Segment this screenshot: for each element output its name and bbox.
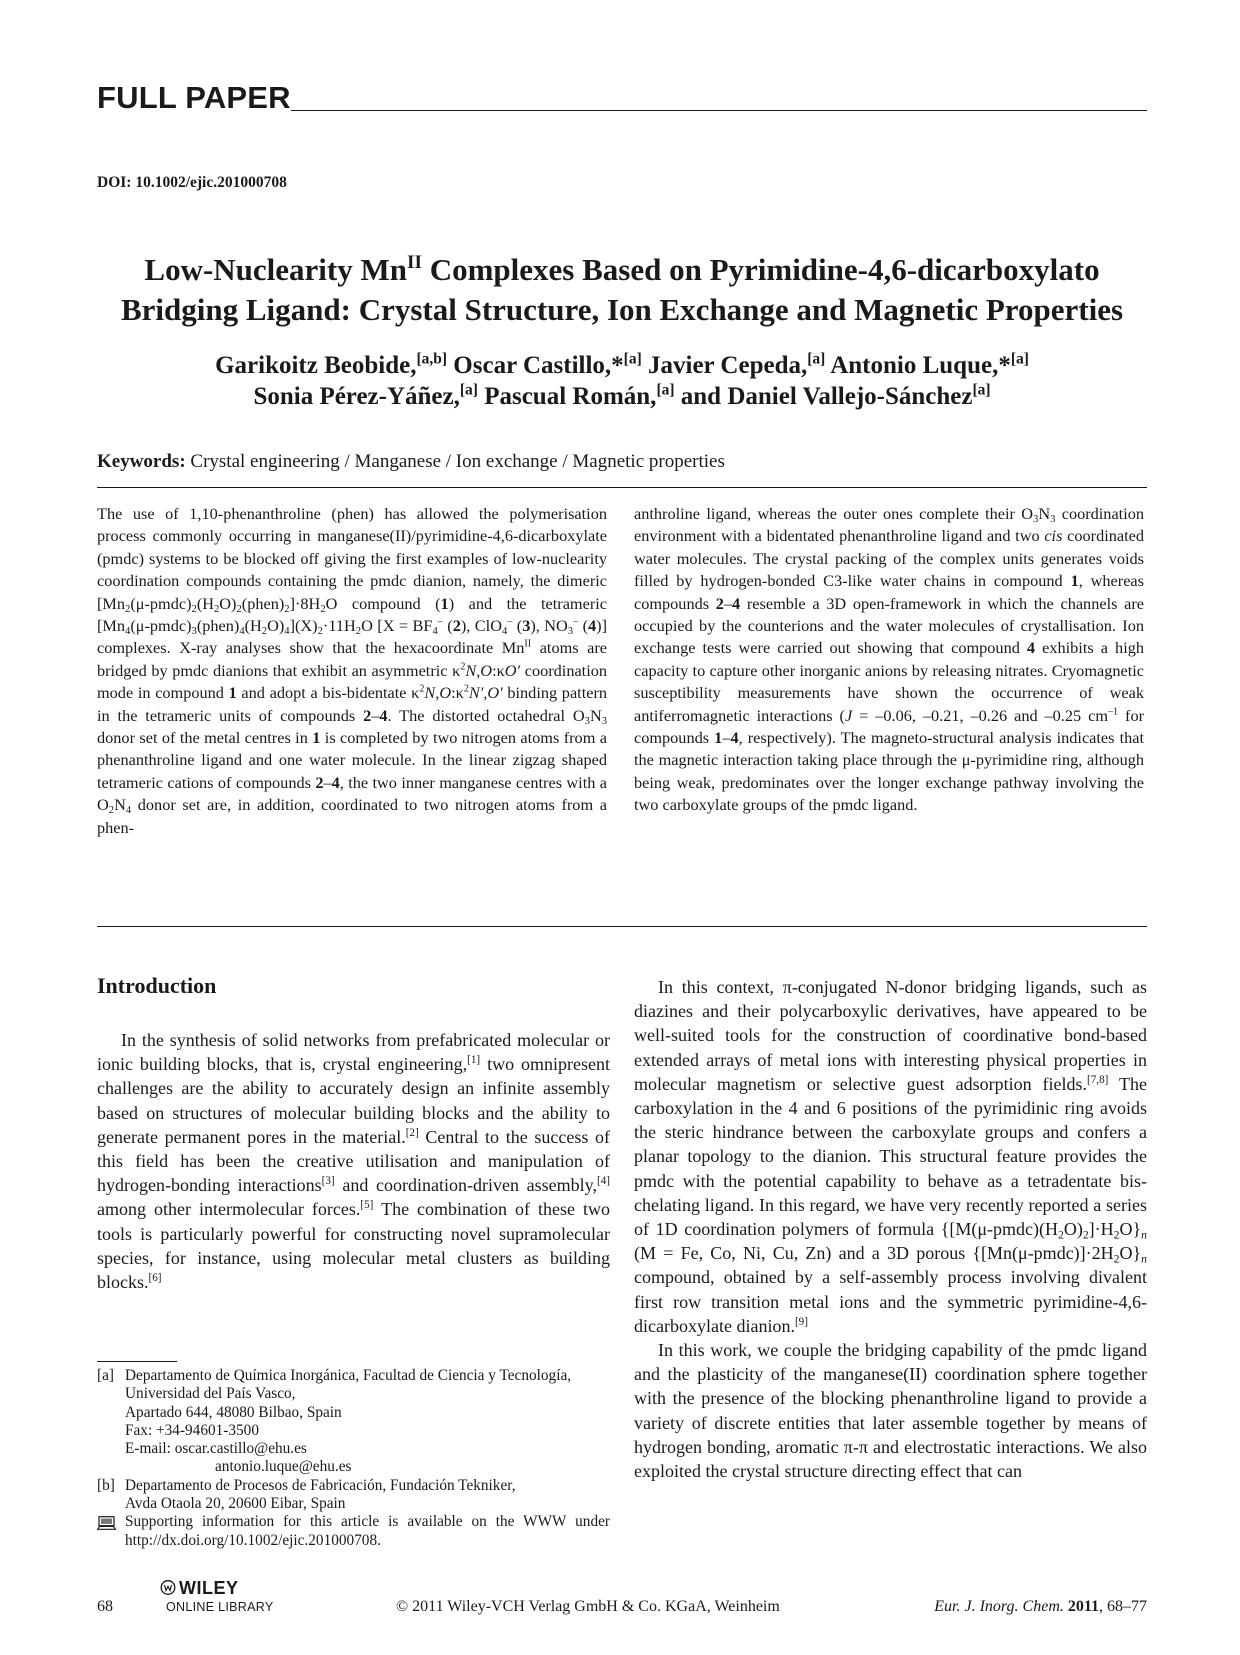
introduction-right-column [634,975,1147,1483]
copyright: © 2011 Wiley-VCH Verlag GmbH & Co. KGaA, Weinheim [396,1598,780,1615]
computer-icon [97,1516,116,1530]
citation: [7,8] [1087,1073,1109,1086]
citation: [3] [321,1175,335,1188]
citation: [1] [467,1054,481,1067]
affiliation-a: [a] Departamento de Química Inorgánica, Facultad de Ciencia y Tecnología, Universidad del País Vasco, Apartado 644, 48080 Bilbao, Spain Fax: +34-94601-3500 E-mail: oscar.castillo@ehu.es antonio.luque@ehu.es [97,1367,610,1477]
citation: [2] [405,1126,419,1139]
affiliation-b: [b] Departamento de Procesos de Fabricación, Fundación Tekniker, Avda Otaola 20, 20600 Eibar, Spain [97,1476,516,1513]
paragraph: In this context, π-conjugated N-donor bridging ligands, such as diazines and their polycarboxylic derivatives, have appeared to be well-suited tools for the construction of coordinative bond-based extended arrays of metal ions with interesting physical properties in molecular magnetism or selective guest adsorption fields.[7,8] The carboxylation in the 4 and 6 positions of the pyrimidinic ring avoids the steric hindrance between the carboxylate groups and confers a planar topology to the dianion. This structural feature provides the pmdc with the potential capability to behave as a tetradentate bis-chelating ligand. In this regard, we have very recently reported a series of 1D coordination polymers of formula $\{[M(\mu-pmdc)(H_2O)_2]\cdot H_2O\}_n$ (M = Fe, Co, Ni, Cu, Zn) and a 3D porous $\{[Mn(\mu-pmdc)]\cdot 2H_2O\}_n$ compound, obtained by a self-assembly process involving divalent first row transition metal ions and the symmetric pyrimidine-4,6-dicarboxylate dianion.[9] [634,977,1147,1336]
footnote-rule [97,1361,177,1362]
citation: [9] [794,1315,808,1328]
header-rule [291,110,1147,111]
citation: [5] [360,1199,374,1212]
author: Sonia Pérez-Yáñez,[a] [253,381,478,410]
abstract-left-column: The use of 1,10-phenanthroline (phen) has allowed the polymerisation process commonly occurring in manganese(II)/pyrimidine-4,6-dicarboxylate (pmdc) systems to be blocked off giving the first examples of low-nuclearity coordination compounds containing the pmdc dianion, namely, the dimeric $[Mn_2(\mu-pmdc)_2(H_2O)_2(phen)_2]\cdot 8H_2O$ compound (1) and the tetrameric $[Mn_4(\mu-pmdc)_3(phen)_4(H_2O)_4](X)_2\cdot 11H_2O$ [$X = BF_4^-$ (2), ClO$_4$– (3), $NO_3^-$ (4)] complexes. X-ray analyses show that the hexacoordinate $Mn^{II}$ atoms are bridged by pmdc dianions that exhibit an asymmetric $\kappa^2N,O:\kappa O'$ coordination mode in compound 1 and adopt a bis-bidentate $\kappa^2N,O:\kappa^2N',O'$ binding pattern in the tetrameric units of compounds 2–4. The distorted octahedral $O_3N_3$ donor set of the metal centres in 1 is completed by two nitrogen atoms from a phenanthroline ligand and one water molecule. In the linear zigzag shaped tetrameric cations of compounds 2–4, the two inner manganese centres with a $O_2N_4$ donor set are, in addition, coordinated to two nitrogen atoms from a phen- [97,504,608,837]
title-superscript: II [406,252,422,274]
citation: [6] [148,1272,162,1285]
section-label: FULL PAPER [97,80,291,115]
citation: [4] [596,1175,610,1188]
author: and Daniel Vallejo-Sánchez[a] [680,381,991,410]
keywords-label: Keywords: [97,451,186,472]
doi: DOI: 10.1002/ejic.201000708 [97,174,287,191]
abstract-top-rule [97,487,1147,488]
journal-citation: Eur. J. Inorg. Chem. 2011, 68–77 [934,1598,1147,1615]
author: Javier Cepeda,[a] [648,350,826,379]
abstract-bottom-rule [97,926,1147,927]
paragraph: In this work, we couple the bridging capability of the pmdc ligand and the plasticity of the manganese(II) coordination sphere together with the presence of the blocking phenanthroline ligand to provide a variety of discrete entities that later assemble together by means of hydrogen bonding, aromatic π-π and electrostatic interactions. We also exploited the crystal structure directing effect that can [634,1340,1147,1482]
keywords-text: Crystal engineering / Manganese / Ion exchange / Magnetic properties [190,451,725,472]
paragraph: In the synthesis of solid networks from prefabricated molecular or ionic building blocks, that is, crystal engineering,[1] two omnipresent challenges are the ability to accurately design an infinite assembly based on structures of molecular building blocks and the ability to generate permanent pores in the material.[2] Central to the success of this field has been the creative utilisation and manipulation of hydrogen-bonding interactions[3] and coordination-driven assembly,[4] among other intermolecular forces.[5] The combination of these two tools is particularly powerful for constructing novel supramolecular species, for instance, using molecular metal clusters as building blocks.[6] [97,1030,610,1293]
email: E-mail: oscar.castillo@ehu.es [125,1440,307,1458]
introduction-heading: Introduction [97,973,217,998]
author: Antonio Luque,*[a] [830,350,1029,379]
page-header [97,80,1147,120]
author: Garikoitz Beobide,[a,b] [215,350,448,379]
title-line-2: Bridging Ligand: Crystal Structure, Ion Exchange and Magnetic Properties [120,292,1124,327]
author-list [97,350,1147,412]
supporting-info-note: Supporting information for this article is available on the WWW under http://dx.doi.org/10.1002/ejic.201000708. [97,1513,610,1550]
abstract-right-column: anthroline ligand, whereas the outer ones complete their $O_3N_3$ coordination environment with a bidentated phenanthroline ligand and two cis coordinated water molecules. The crystal packing of the complex units generates voids filled by hydrogen-bonded C3-like water chains in compound 1, whereas compounds 2–4 resemble a 3D open-framework in which the channels are occupied by the counterions and the water molecules of crystallisation. Ion exchange tests were carried out showing that compound 4 exhibits a high capacity to capture other inorganic anions by releasing nitrates. Cryomagnetic susceptibility measurements have shown the occurrence of weak antiferromagnetic interactions (J = –0.06, –0.21, –0.26 and –0.25 $cm^{-1}$ for compounds 1–4, respectively). The magneto-structural analysis indicates that the magnetic interaction taking place through the μ-pyrimidine ring, although being weak, predominates over the longer exchange pathway involving the two carboxylate groups of the pmdc ligand. [634,504,1145,815]
footnotes [97,1367,610,1550]
title-text: Low-Nuclearity Mn [144,252,407,287]
introduction-left-column [97,1028,610,1294]
author: Pascual Román,[a] [484,381,675,410]
wiley-logo: WILEY ONLINE LIBRARY [160,1578,280,1618]
email: antonio.luque@ehu.es [215,1458,352,1476]
paper-title [97,250,1147,330]
keywords [97,451,725,473]
page-number: 68 [97,1598,113,1615]
title-text: Complexes Based on Pyrimidine-4,6-dicarboxylato [421,252,1100,287]
wiley-logo-icon [160,1579,176,1596]
author: Oscar Castillo,*[a] [453,350,642,379]
